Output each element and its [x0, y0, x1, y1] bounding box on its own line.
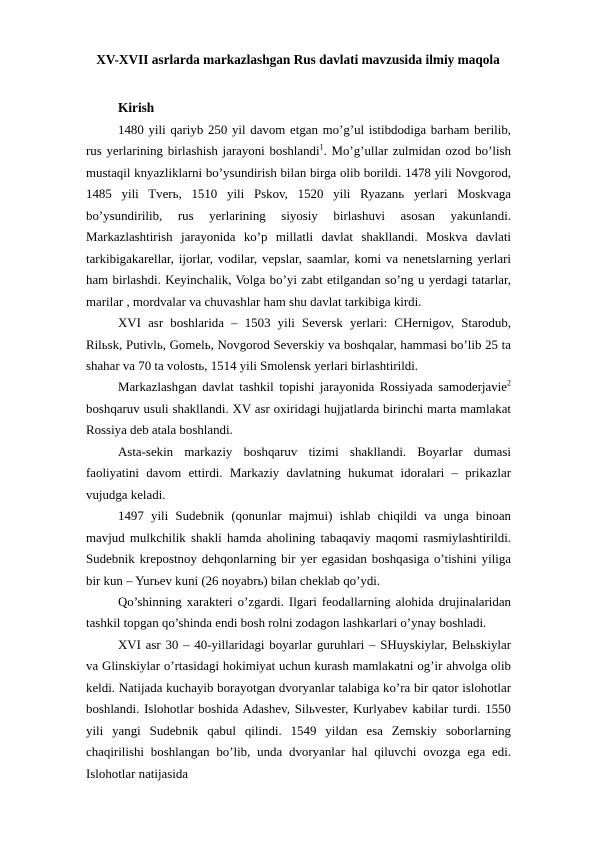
paragraph-text: XVI asr boshlarida – 1503 yili Seversk yerlari: CHernigov, Starodub, Rilьsk, Putivlь, Gomelь, Novgorod Severskiy va boshqalar, hammasi bo’lib 25 ta shahar va 70 ta volostь, 1514 yili Smolensk yerlari birlashtirildi.: [86, 316, 511, 373]
paragraph-text: 1480 yili qariyb 250 yil davom etgan mo’g’ul istibdodiga barham berilib, rus yerlarining birlashish jarayoni boshlandi: [86, 123, 511, 159]
paragraph: [86, 635, 511, 785]
paragraph-text: XVI asr 30 – 40-yillaridagi boyarlar guruhlari – SHuyskiylar, Belьskiylar va Glinskiylar o’rtasidagi hokimiyat uchun kurash mamlakatni og’ir ahvolga olib keldi. Natijada kuchayib borayotgan dvoryanlar talabiga ko’ra bir qator islohotlar boshlandi. Islohotlar boshida Adashev, Silьvester, Kurlyabev kabilar turdi. 1550 yili yangi Sudebnik qabul qilindi. 1549 yildan esa Zemskiy soborlarning chaqirilishi boshlangan bo’lib, unda dvoryanlar hal qiluvchi ovozga ega edi. Islohotlar natijasida: [86, 637, 511, 781]
paragraph-text: . Mo’g’ullar zulmidan ozod bo’lish mustaqil knyazliklarni bo’ysundirish bilan birga olib borildi. 1478 yili Novgorod, 1485 yili Tverь, 1510 yili Pskov, 1520 yili Ryazanь yerlari Moskvaga bo’ysundirilib, rus yerlarining siyosiy birlashuvi asosan yakunlandi. Markazlashtirish jarayonida ko’p millatli davlat shakllandi. Moskva davlati tarkibigakarellar, ijorlar, vodilar, vepslar, saamlar, komi va nenetslarning yerlari ham birlashdi. Keyinchalik, Volga bo’yi zabt etilgandan so’ng u yerdagi tatarlar, marilar , mordvalar va chuvashlar ham shu davlat tarkibiga kirdi.: [86, 144, 511, 309]
footnote-marker[interactable]: 2: [507, 379, 511, 389]
footnote-marker[interactable]: 1: [319, 143, 324, 153]
paragraph: [86, 592, 511, 635]
paragraph: [86, 313, 511, 377]
paragraph: [86, 120, 511, 313]
paragraph-text: Asta-sekin markaziy boshqaruv tizimi shakllandi. Boyarlar dumasi faoliyatini davom ettirdi. Markaziy davlatning hukumat idoralari – prikazlar vujudga keladi.: [86, 444, 511, 502]
paragraph: [86, 506, 511, 592]
paragraph-text: boshqaruv usuli shakllandi. XV asr oxiridagi hujjatlarda birinchi marta mamlakat Rossiya deb atala boshlandi.: [86, 401, 511, 438]
section-heading: Kirish: [118, 100, 155, 115]
body-text: [86, 120, 511, 785]
paragraph-text: Markazlashgan davlat tashkil topishi jarayonida Rossiyada samoderjavie: [118, 380, 507, 395]
document-title: XV-XVII asrlarda markazlashgan Rus davlati mavzusida ilmiy maqola: [96, 52, 500, 67]
paragraph: [86, 377, 511, 441]
paragraph-text: Qo’shinning xarakteri o’zgardi. Ilgari feodallarning alohida drujinalaridan tashkil topgan qo’shinda endi bosh rolni zodagon lashkarlari o’ynay boshladi.: [86, 594, 511, 631]
paragraph: [86, 442, 511, 506]
paragraph-text: 1497 yili Sudebnik (qonunlar majmui) ishlab chiqildi va unga binoan mavjud mulkchilik shakli hamda aholining tabaqaviy maqomi rasmiylashtirildi. Sudebnik krepostnoy dehqonlarning bir yer egasidan boshqasiga o’tishini yiliga bir kun – Yurьev kuni (26 noyabrь) bilan cheklab qo’ydi.: [86, 509, 511, 588]
